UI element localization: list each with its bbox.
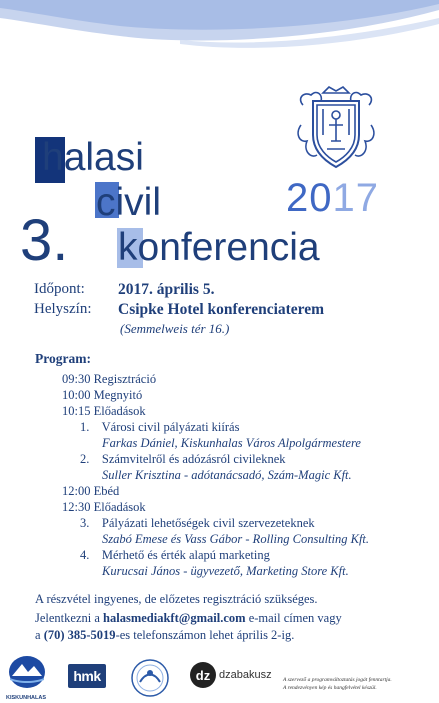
title-year (286, 178, 379, 218)
program-line: 1. Városi civil pályázati kiírás (80, 420, 240, 434)
program-line: 3. Pályázati lehetőségek civil szervezeteknek (80, 516, 315, 530)
program-line: 10:15 Előadások (62, 404, 146, 418)
program-line: 12:30 Előadások (62, 500, 146, 514)
registration-suffix: e-mail címen vagy (245, 611, 342, 625)
hmk-logo (68, 664, 106, 688)
participation-note: A részvétel ingyenes, de előzetes regisztráció szükséges. (35, 592, 318, 606)
program-speaker: Farkas Dániel, Kiskunhalas Város Alpolgármestere (102, 436, 361, 450)
circle-logo (130, 658, 170, 698)
program-line: 4. Mérhető és érték alapú marketing (80, 548, 270, 562)
place-address: (Semmelweis tér 16.) (120, 321, 230, 336)
time-label: Időpont: (34, 281, 85, 297)
dzabakusz-logo (190, 662, 272, 692)
kiskunhalas-logo-icon (6, 654, 48, 690)
place-value: Csipke Hotel konferenciaterem (118, 301, 325, 318)
registration-line (35, 611, 342, 626)
place-label: Helyszín: (34, 301, 92, 317)
program-speaker: Suller Krisztina - adótanácsadó, Szám-Magic Kft. (102, 468, 352, 482)
contact-email[interactable]: halasmediakft@gmail.com (103, 611, 246, 625)
title-number: 3. (20, 208, 69, 273)
kiskunhalas-logo-caption: KISKUNHALAS (6, 695, 47, 701)
year-light-part: 17 (332, 176, 379, 220)
hmk-logo-text: hmk (73, 668, 101, 684)
title-word-halasi: halasi (42, 136, 144, 179)
program-line: 2. Számvitelről és adózásról civileknek (80, 452, 286, 466)
dzabakusz-logo-text: dzabakusz (219, 669, 272, 681)
organizer-note-line2: A rendezvényen kép és hangfelvétel készül. (283, 685, 377, 691)
registration-prefix: Jelentkezni a (35, 611, 104, 625)
kiskunhalas-logo (6, 654, 48, 701)
contact-phone[interactable]: (70) 385-5019 (43, 628, 116, 642)
program-line: 12:00 Ebéd (62, 484, 120, 498)
city-crest-icon (293, 85, 379, 171)
organizer-note-line1: A szervező a programváltoztatás jogát fenntartja. (283, 677, 392, 683)
program-line: 09:30 Regisztráció (62, 372, 157, 386)
phone-suffix: -es telefonszámon lehet április 2-ig. (115, 628, 295, 642)
time-value: 2017. április 5. (118, 281, 215, 298)
circle-logo-icon (130, 658, 170, 698)
dzabakusz-logo-badge: dz (190, 662, 216, 688)
title-word-konferencia: konferencia (118, 226, 320, 269)
program-speaker: Kurucsai János - ügyvezető, Marketing Store Kft. (102, 564, 349, 578)
program-speaker: Szabó Emese és Vass Gábor - Rolling Consulting Kft. (102, 532, 370, 546)
program-heading: Program: (35, 351, 91, 366)
program-line: 10:00 Megnyitó (62, 388, 143, 402)
organizer-note (283, 676, 392, 692)
header-wave-decoration (0, 0, 439, 60)
phone-line (35, 628, 294, 643)
phone-prefix: a (35, 628, 44, 642)
year-dark-part: 20 (286, 176, 333, 220)
title-word-civil: civil (96, 181, 161, 224)
